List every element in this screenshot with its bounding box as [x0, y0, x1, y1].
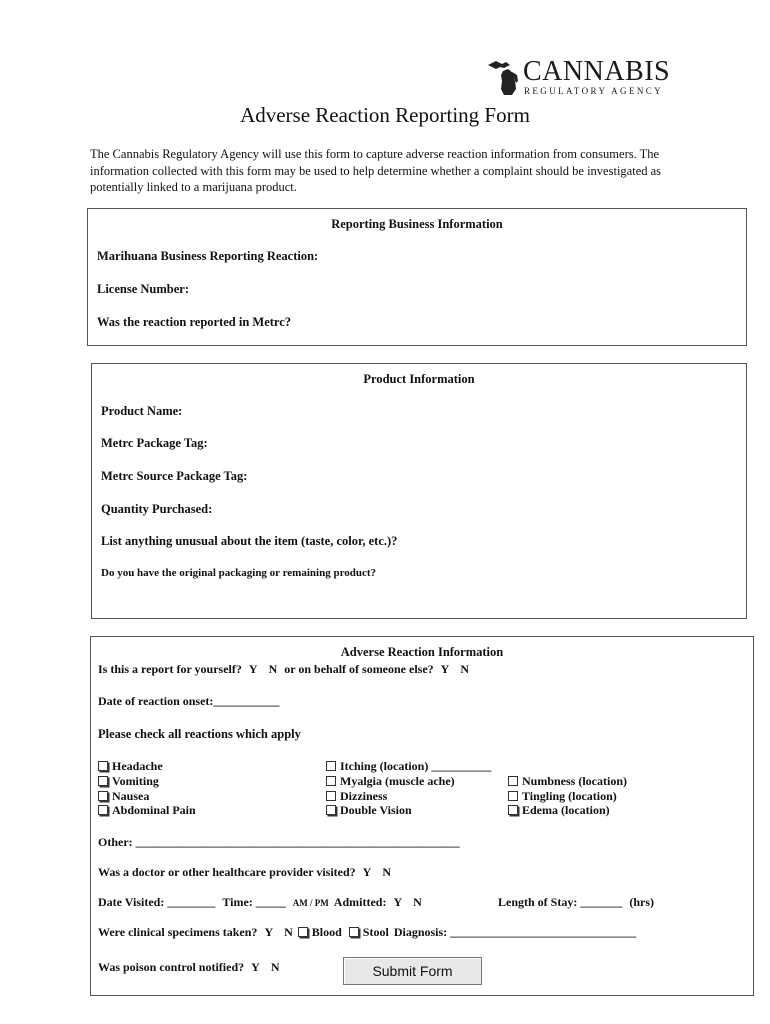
length-of-stay-field[interactable]: Length of Stay: _______ (hrs) [498, 895, 655, 909]
reaction-edema[interactable]: Edema (location) [508, 803, 610, 818]
poison-yes-option[interactable]: Y [251, 960, 260, 974]
admitted-no-option[interactable]: N [413, 895, 422, 909]
doctor-visited-question: Was a doctor or other healthcare provider visited? Y N [98, 865, 391, 879]
reaction-nausea[interactable]: Nausea [98, 789, 149, 804]
michigan-state-icon [486, 59, 522, 97]
product-section [91, 363, 747, 619]
reaction-numbness[interactable]: Numbness (location) [508, 774, 627, 789]
reaction-dizziness[interactable]: Dizziness [326, 789, 387, 804]
checkbox-icon[interactable] [326, 791, 336, 801]
reaction-onset-field[interactable]: Date of reaction onset:___________ [98, 694, 280, 708]
poison-control-question: Was poison control notified? Y N [98, 960, 280, 974]
specimens-no-option[interactable]: N [284, 925, 293, 939]
reaction-double-vision[interactable]: Double Vision [326, 803, 412, 818]
checkbox-icon[interactable] [98, 776, 108, 786]
adverse-heading: Adverse Reaction Information [340, 645, 504, 659]
checkbox-icon[interactable] [326, 805, 336, 815]
other-no-option[interactable]: N [460, 662, 470, 676]
original-packaging-field[interactable]: Do you have the original packaging or remaining product? [101, 567, 377, 579]
license-number-field[interactable]: License Number: [97, 282, 189, 296]
diagnosis-field[interactable]: Diagnosis: _______________________________ [393, 925, 637, 939]
ampm-option[interactable]: AM / PM [292, 898, 329, 908]
business-section [87, 208, 747, 346]
checkbox-icon[interactable] [508, 776, 518, 786]
metrc-source-tag-field[interactable]: Metrc Source Package Tag: [101, 469, 248, 483]
other-reaction-field[interactable]: Other: ______________________________________________________ [98, 835, 460, 849]
intro-paragraph: The Cannabis Regulatory Agency will use this form to capture adverse reaction information from consumers. The information collected with this form may be used to help determine whether a complaint should be investigated as potentially linked to a marijuana product. [90, 147, 662, 194]
checkbox-icon[interactable] [508, 791, 518, 801]
date-visited-field[interactable]: Date Visited: ________ [98, 895, 216, 909]
visit-details-row: Date Visited: ________ Time: _____ AM / PM Admitted: Y N [98, 895, 422, 909]
doctor-no-option[interactable]: N [382, 865, 391, 879]
self-report-question: Is this a report for yourself? Y N or on behalf of someone else? Y N [98, 662, 470, 676]
quantity-purchased-field[interactable]: Quantity Purchased: [101, 502, 213, 516]
specimens-yes-option[interactable]: Y [264, 925, 274, 939]
product-name-field[interactable]: Product Name: [101, 404, 183, 418]
self-no-option[interactable]: N [268, 662, 278, 676]
checkbox-icon[interactable] [98, 791, 108, 801]
logo-wordmark: CANNABIS [523, 56, 671, 87]
checkbox-icon[interactable] [98, 761, 108, 771]
specimens-question: Were clinical specimens taken? Y N Blood Stool Diagnosis: _______________________________ [98, 925, 637, 939]
reaction-itching[interactable]: Itching (location) __________ [326, 759, 491, 774]
business-heading: Reporting Business Information [331, 217, 503, 231]
self-yes-option[interactable]: Y [248, 662, 258, 676]
stool-checkbox-icon[interactable] [349, 927, 359, 937]
poison-no-option[interactable]: N [270, 960, 280, 974]
logo-subtitle: REGULATORY AGENCY [524, 86, 664, 96]
check-reactions-heading: Please check all reactions which apply [98, 727, 301, 741]
reaction-abdominal-pain[interactable]: Abdominal Pain [98, 803, 196, 818]
adverse-section [90, 636, 754, 996]
checkbox-icon[interactable] [98, 805, 108, 815]
checkbox-icon[interactable] [508, 805, 518, 815]
reaction-tingling[interactable]: Tingling (location) [508, 789, 617, 804]
metrc-package-tag-field[interactable]: Metrc Package Tag: [101, 436, 208, 450]
admitted-yes-option[interactable]: Y [393, 895, 403, 909]
form-title: Adverse Reaction Reporting Form [240, 103, 530, 127]
unusual-item-field[interactable]: List anything unusual about the item (taste, color, etc.)? [101, 534, 398, 548]
reaction-vomiting[interactable]: Vomiting [98, 774, 159, 789]
reaction-myalgia[interactable]: Myalgia (muscle ache) [326, 774, 455, 789]
submit-form-button[interactable]: Submit Form [343, 957, 482, 985]
product-heading: Product Information [363, 372, 475, 386]
business-name-field[interactable]: Marihuana Business Reporting Reaction: [97, 249, 319, 263]
metrc-reported-field[interactable]: Was the reaction reported in Metrc? [97, 315, 292, 329]
blood-checkbox-icon[interactable] [298, 927, 308, 937]
checkbox-icon[interactable] [326, 776, 336, 786]
reaction-headache[interactable]: Headache [98, 759, 163, 774]
other-yes-option[interactable]: Y [440, 662, 450, 676]
time-field[interactable]: Time: _____ [222, 895, 286, 909]
checkbox-icon[interactable] [326, 761, 336, 771]
agency-logo [486, 57, 686, 101]
doctor-yes-option[interactable]: Y [362, 865, 372, 879]
